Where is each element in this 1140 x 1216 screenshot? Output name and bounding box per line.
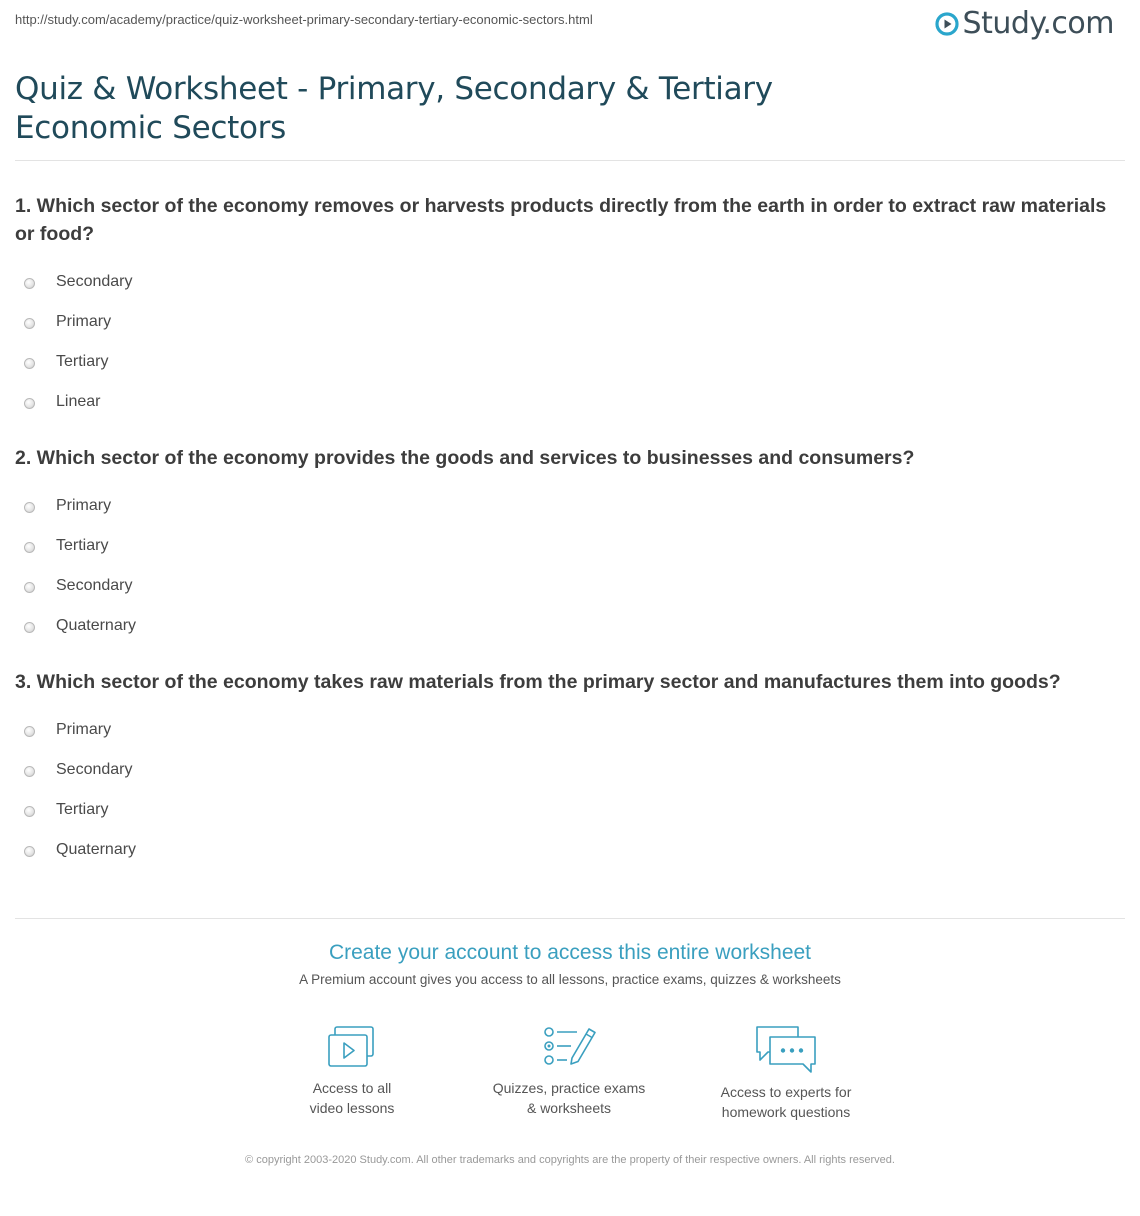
radio-button[interactable] xyxy=(24,318,35,329)
option[interactable] xyxy=(15,262,1110,302)
cta-title-link[interactable]: Create your account to access this entire worksheet xyxy=(328,941,812,964)
option-label: Tertiary xyxy=(56,801,109,818)
option-label: Primary xyxy=(56,497,112,514)
chat-bubbles-icon xyxy=(754,1024,818,1074)
cta-subtitle: A Premium account gives you access to all lessons, practice exams, quizzes & worksheets xyxy=(299,972,841,987)
question-text: 3. Which sector of the economy takes raw materials from the primary sector and manufactures them into goods? xyxy=(15,671,1061,693)
option[interactable] xyxy=(15,606,1110,646)
copyright-footer: © copyright 2003-2020 Study.com. All other trademarks and copyrights are the property of their respective owners. All rights reserved. xyxy=(245,1154,895,1166)
option[interactable] xyxy=(15,566,1110,606)
radio-button[interactable] xyxy=(24,278,35,289)
feature-experts xyxy=(686,1024,886,1122)
option[interactable] xyxy=(15,382,1110,422)
option[interactable] xyxy=(15,710,1110,750)
option-label: Quaternary xyxy=(56,841,137,858)
page-url: http://study.com/academy/practice/quiz-worksheet-primary-secondary-tertiary-economic-sectors.html xyxy=(15,12,593,27)
option[interactable] xyxy=(15,790,1110,830)
option-label: Quaternary xyxy=(56,617,137,634)
option-label: Tertiary xyxy=(56,537,109,554)
feature-video-lessons xyxy=(252,1024,452,1118)
study-logo[interactable] xyxy=(935,6,1114,41)
radio-button[interactable] xyxy=(24,502,35,513)
option[interactable] xyxy=(15,526,1110,566)
question-text: 2. Which sector of the economy provides the goods and services to businesses and consumers? xyxy=(15,447,915,469)
radio-button[interactable] xyxy=(24,846,35,857)
option-label: Linear xyxy=(56,393,101,410)
logo-text: Study.com xyxy=(962,6,1114,41)
divider xyxy=(15,918,1125,919)
feature-label: Quizzes, practice exams & worksheets xyxy=(492,1080,646,1116)
option[interactable] xyxy=(15,302,1110,342)
feature-label: Access to experts for homework questions xyxy=(720,1084,852,1120)
question-text: 1. Which sector of the economy removes or harvests products directly from the earth in order to extract raw materials or food? xyxy=(15,195,1107,245)
radio-button[interactable] xyxy=(24,806,35,817)
option[interactable] xyxy=(15,342,1110,382)
divider xyxy=(15,160,1125,161)
options-list xyxy=(15,262,1110,422)
radio-button[interactable] xyxy=(24,582,35,593)
page-title: Quiz & Worksheet - Primary, Secondary & Tertiary Economic Sectors xyxy=(15,71,773,146)
feature-label: Access to all video lessons xyxy=(309,1080,395,1116)
option-label: Primary xyxy=(56,313,112,330)
option[interactable] xyxy=(15,830,1110,870)
option[interactable] xyxy=(15,750,1110,790)
question-2 xyxy=(15,444,1110,646)
option-label: Tertiary xyxy=(56,353,109,370)
radio-button[interactable] xyxy=(24,766,35,777)
option[interactable] xyxy=(15,486,1110,526)
quiz-checklist-icon xyxy=(541,1024,597,1070)
radio-button[interactable] xyxy=(24,398,35,409)
radio-button[interactable] xyxy=(24,726,35,737)
option-label: Primary xyxy=(56,721,112,738)
radio-button[interactable] xyxy=(24,358,35,369)
options-list xyxy=(15,710,1110,870)
feature-quizzes xyxy=(469,1024,669,1118)
radio-button[interactable] xyxy=(24,622,35,633)
radio-button[interactable] xyxy=(24,542,35,553)
question-3 xyxy=(15,668,1110,870)
video-lessons-icon xyxy=(326,1024,378,1070)
option-label: Secondary xyxy=(56,273,133,290)
play-circle-icon xyxy=(935,12,959,36)
option-label: Secondary xyxy=(56,577,133,594)
option-label: Secondary xyxy=(56,761,133,778)
options-list xyxy=(15,486,1110,646)
question-1 xyxy=(15,192,1110,422)
